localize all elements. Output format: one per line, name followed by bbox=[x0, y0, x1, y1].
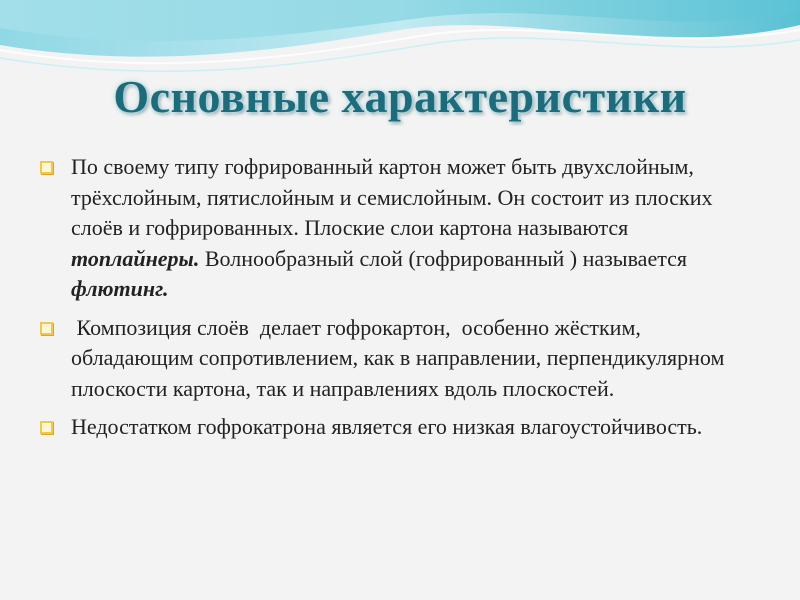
bullet-text-1b: Волнообразный слой (гофрированный ) называется bbox=[199, 245, 687, 271]
square-bullet-icon bbox=[40, 421, 53, 434]
bullet-item-2 bbox=[40, 313, 760, 405]
bullet-item-3 bbox=[40, 412, 760, 443]
slide-title: Основные характеристики bbox=[113, 71, 687, 122]
term-fluting: флютинг. bbox=[71, 276, 169, 301]
bullet-list bbox=[40, 152, 760, 451]
bullet-text-3: Недостатком гофрокатрона является его низкая влагоустойчивость. bbox=[71, 414, 703, 439]
term-toplainery: топлайнеры. bbox=[71, 245, 200, 271]
bullet-text-2: Композиция слоёв делает гофрокартон, особенно жёстким, обладающим сопротивлением, как в направлении, перпендикулярном плоскости картона, так и направлениях вдоль плоскостей. bbox=[71, 314, 730, 401]
square-bullet-icon bbox=[40, 161, 53, 174]
square-bullet-icon bbox=[40, 322, 53, 335]
bullet-item-1 bbox=[40, 152, 760, 305]
bullet-text-1a: По своему типу гофрированный картон может быть двухслойным, трёхслойным, пятислойным и семислойным. Он состоит из плоских слоёв и гофрированных. Плоские слои картона называются bbox=[71, 154, 713, 240]
